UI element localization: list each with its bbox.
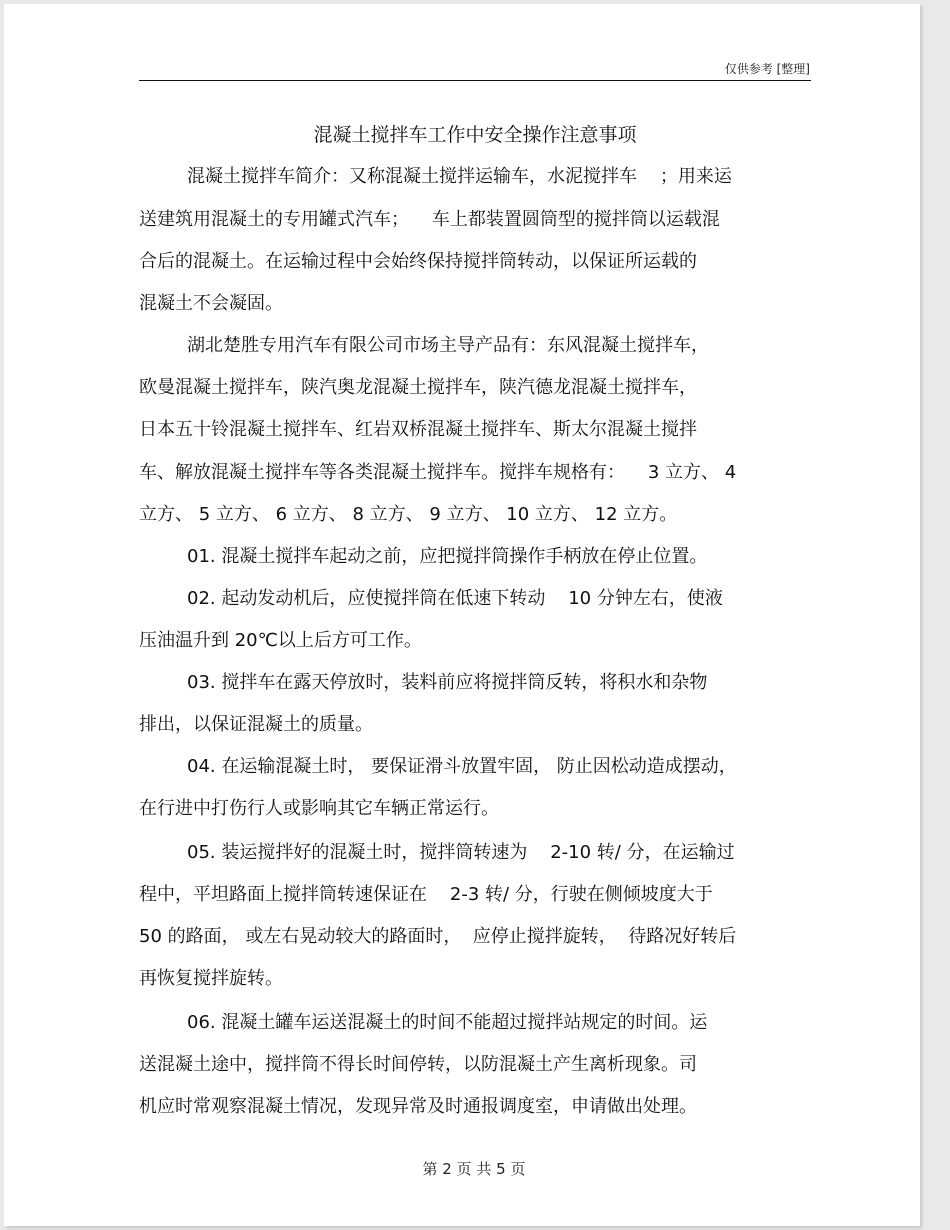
header-divider: [139, 80, 811, 81]
page-number: 第 2 页 共 5 页: [422, 1160, 526, 1178]
document-page: [4, 4, 920, 1226]
body-line: 立方、 5 立方、 6 立方、 8 立方、 9 立方、 10 立方、 12 立方。: [139, 504, 678, 525]
body-line: 再恢复搅拌旋转。: [139, 968, 283, 989]
body-line: 湖北楚胜专用汽车有限公司市场主导产品有：东风混凝土搅拌车，: [187, 335, 709, 356]
body-line: 04. 在运输混凝土时， 要保证滑斗放置牢固， 防止因松动造成摆动，: [187, 756, 737, 777]
header-note: 仅供参考 [整理]: [724, 62, 810, 76]
body-line: 程中，平坦路面上搅拌筒转速保证在 2-3 转/ 分，行驶在侧倾坡度大于: [139, 884, 713, 905]
body-line: 02. 起动发动机后，应使搅拌筒在低速下转动 10 分钟左右，使液: [187, 588, 723, 609]
body-line: 压油温升到 20℃以上后方可工作。: [139, 630, 422, 651]
body-line: 01. 混凝土搅拌车起动之前，应把搅拌筒操作手柄放在停止位置。: [187, 546, 708, 567]
body-line: 06. 混凝土罐车运送混凝土的时间不能超过搅拌站规定的时间。运: [187, 1012, 708, 1033]
body-line: 送混凝土途中，搅拌筒不得长时间停转，以防混凝土产生离析现象。司: [139, 1054, 697, 1075]
body-line: 混凝土搅拌车简介：又称混凝土搅拌运输车，水泥搅拌车 ；用来运: [187, 166, 732, 187]
body-line: 50 的路面， 或左右晃动较大的路面时， 应停止搅拌旋转， 待路况好转后: [139, 926, 737, 947]
body-line: 车、解放混凝土搅拌车等各类混凝土搅拌车。搅拌车规格有： 3 立方、 4: [139, 462, 737, 483]
body-line: 03. 搅拌车在露天停放时，装料前应将搅拌筒反转，将积水和杂物: [187, 672, 708, 693]
body-line: 合后的混凝土。在运输过程中会始终保持搅拌筒转动，以保证所运载的: [139, 251, 697, 272]
body-line: 欧曼混凝土搅拌车，陕汽奥龙混凝土搅拌车，陕汽德龙混凝土搅拌车，: [139, 377, 697, 398]
document-title: 混凝土搅拌车工作中安全操作注意事项: [313, 124, 637, 146]
body-line: 日本五十铃混凝土搅拌车、红岩双桥混凝土搅拌车、斯太尔混凝土搅拌: [139, 419, 697, 440]
body-line: 05. 装运搅拌好的混凝土时，搅拌筒转速为 2-10 转/ 分，在运输过: [187, 842, 735, 863]
body-line: 在行进中打伤行人或影响其它车辆正常运行。: [139, 798, 499, 819]
body-line: 排出，以保证混凝土的质量。: [139, 714, 373, 735]
body-line: 机应时常观察混凝土情况，发现异常及时通报调度室，申请做出处理。: [139, 1096, 697, 1117]
body-line: 送建筑用混凝土的专用罐式汽车； 车上都装置圆筒型的搅拌筒以运载混: [139, 209, 720, 230]
body-line: 混凝土不会凝固。: [139, 293, 283, 314]
